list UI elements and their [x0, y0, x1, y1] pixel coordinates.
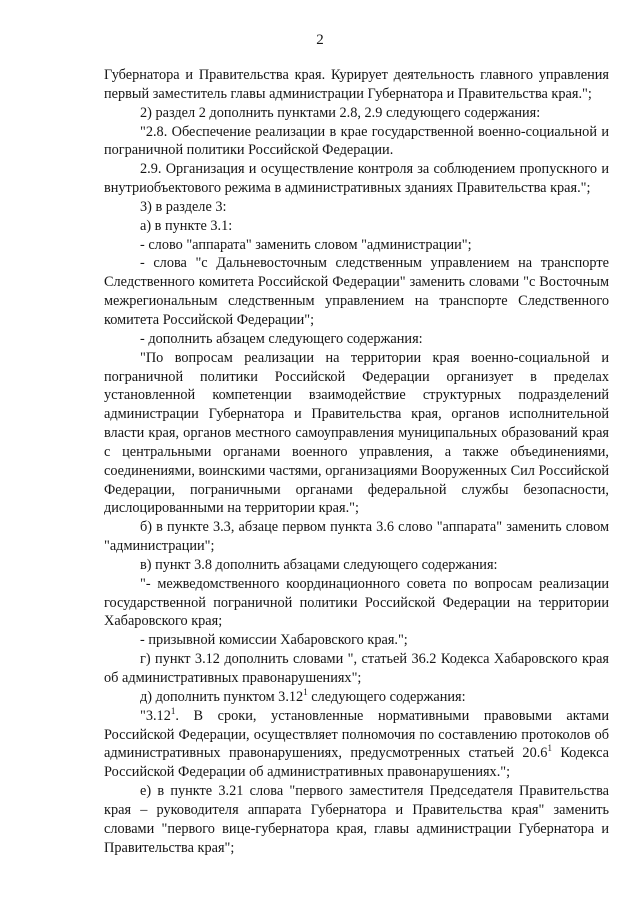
paragraph-item-3a: а) в пункте 3.1: [140, 217, 233, 234]
paragraph-word-replace: - слово "аппарата" заменить словом "администрации"; [140, 236, 472, 253]
paragraph-coordination-council: "- межведомственного координационного совета по вопросам реализации государственной пограничной политики Российской Федерации на территории Хабаровского края; [104, 575, 609, 630]
paragraph-item-2: 2) раздел 2 дополнить пунктами 2.8, 2.9 следующего содержания: [140, 104, 541, 121]
paragraph-2-9: 2.9. Организация и осуществление контроля за соблюдением пропускного и внутриобъектового режима в административных зданиях Правительства края."; [104, 161, 609, 197]
paragraph-3-12-1-end: Кодекса Российской Федерации об административных правонарушениях."; [104, 745, 609, 781]
page-number: 2 [316, 32, 324, 48]
paragraph-item-3b: б) в пункте 3.3, абзаце первом пункта 3.6 слово "аппарата" заменить словом "администрации"; [104, 519, 609, 555]
paragraph-military-policy: "По вопросам реализации на территории края военно-социальной и пограничной политики Российской Федерации организует в пределах установленной компетенции взаимодействие структурных подразделений администрации Губернатора и Правительства края, органов исполнительной власти края, органов местного самоуправления муниципальных образований края с центральными органами военного управления, а также объединениями, соединениями, воинскими частями, организациями Вооруженных Сил Российской Федерации, пограничными органами федеральной службы безопасности, дислоцированными на территории края."; [104, 349, 609, 517]
paragraph-item-3d-tail: следующего содержания: [307, 688, 466, 705]
superscript: 1 [303, 686, 308, 697]
paragraph-add-clause: - дополнить абзацем следующего содержания: [140, 330, 423, 347]
paragraph-3-12-1 [104, 707, 609, 782]
paragraph-item-3v: в) пункт 3.8 дополнить абзацами следующего содержания: [140, 556, 498, 573]
paragraph-item-3e: е) в пункте 3.21 слова "первого заместителя Председателя Правительства края – руководителя аппарата Губернатора и Правительства края" заменить словами "первого вице-губернатора края, главы администрации Губернатора и Правительства края"; [104, 783, 609, 856]
paragraph-3-12-1-middle: . В сроки, установленные нормативными правовыми актами Российской Федерации, осуществляет полномочия по составлению протоколов об административных правонарушениях, предусмотренных статьей 20.6 [104, 707, 609, 762]
paragraph-2-8: "2.8. Обеспечение реализации в крае государственной военно-социальной и пограничной политики Российской Федерации. [104, 123, 609, 159]
superscript: 1 [170, 705, 176, 716]
document-body [104, 66, 609, 857]
paragraph-item-3d-text: д) дополнить пунктом 3.12 [140, 688, 304, 705]
paragraph-item-3d [104, 688, 609, 707]
paragraph-3-12-1-start: "3.12 [140, 707, 171, 724]
paragraph-continuation: Губернатора и Правительства края. Курирует деятельность главного управления первый заместитель главы администрации Губернатора и Правительства края."; [104, 67, 609, 102]
paragraph-item-3g: г) пункт 3.12 дополнить словами ", статьей 36.2 Кодекса Хабаровского края об административных правонарушениях"; [104, 651, 609, 686]
paragraph-conscription-commission: - призывной комиссии Хабаровского края."; [140, 632, 408, 649]
superscript: 1 [547, 743, 552, 754]
paragraph-words-replace: - слова "с Дальневосточным следственным управлением на транспорте Следственного комитета Российской Федерации" заменить словами "с Восточным межрегиональным следственным управлением на транспорте Следственного комитета Российской Федерации"; [104, 255, 609, 328]
paragraph-item-3: 3) в разделе 3: [140, 198, 227, 215]
